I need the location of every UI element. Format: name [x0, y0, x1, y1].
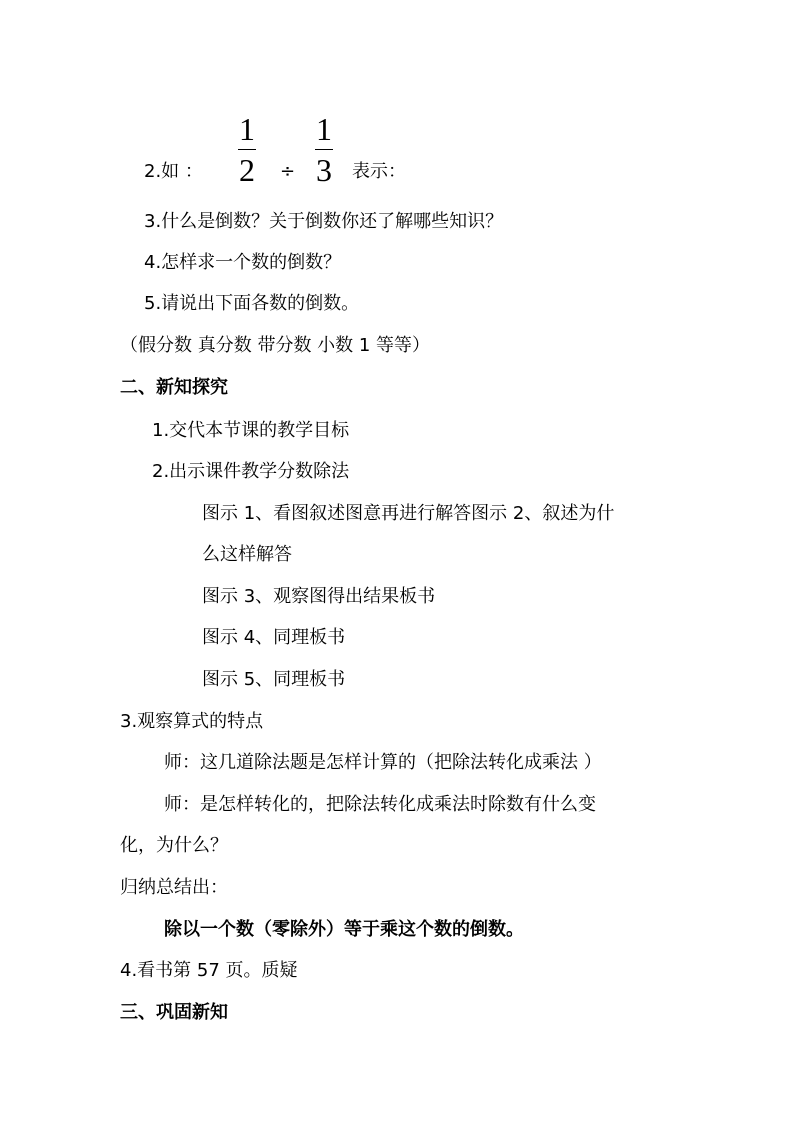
- item-2-prefix: 2.如 ：: [144, 161, 203, 182]
- section-2-item-3: 3.观察算式的特点: [120, 711, 264, 732]
- section-2-item-1: 1.交代本节课的教学目标: [152, 420, 350, 441]
- fraction-numerator: 1: [239, 111, 255, 147]
- summary-label: 归纳总结出：: [120, 877, 228, 898]
- item-5: 5.请说出下面各数的倒数。: [144, 293, 360, 314]
- fraction-bar: [238, 149, 256, 150]
- item-2-suffix: 表示：: [352, 161, 406, 182]
- teacher-question-1: 师：这几道除法题是怎样计算的（把除法转化成乘法 ）: [164, 752, 602, 773]
- illustration-5: 图示 5、同理板书: [202, 669, 346, 690]
- section-2-item-2: 2.出示课件教学分数除法: [152, 461, 350, 482]
- fraction-denominator: 3: [316, 152, 332, 188]
- illustration-1-line-1: 图示 1、看图叙述图意再进行解答图示 2、叙述为什: [202, 503, 615, 524]
- teacher-question-2-line-2: 化，为什么？: [120, 835, 228, 856]
- section-2-heading: 二、新知探究: [120, 377, 228, 398]
- illustration-4: 图示 4、同理板书: [202, 627, 346, 648]
- illustration-1-line-2: 么这样解答: [202, 544, 292, 565]
- fraction-numerator: 1: [316, 111, 332, 147]
- fraction-bar: [315, 149, 333, 150]
- divide-sign: ÷: [280, 161, 296, 182]
- item-4: 4.怎样求一个数的倒数？: [144, 252, 342, 273]
- illustration-3: 图示 3、观察图得出结果板书: [202, 586, 436, 607]
- fraction-one-third: [311, 112, 337, 187]
- fraction-denominator: 2: [239, 152, 255, 188]
- teacher-question-2-line-1: 师：是怎样转化的，把除法转化成乘法时除数有什么变: [164, 794, 596, 815]
- section-2-item-4: 4.看书第 57 页。质疑: [120, 960, 298, 981]
- item-3: 3.什么是倒数？关于倒数你还了解哪些知识？: [144, 211, 504, 232]
- section-3-heading: 三、巩固新知: [120, 1002, 228, 1023]
- number-types-note: （假分数 真分数 带分数 小数 1 等等）: [120, 335, 431, 356]
- division-rule: 除以一个数（零除外）等于乘这个数的倒数。: [164, 919, 524, 940]
- fraction-one-half: [234, 112, 260, 187]
